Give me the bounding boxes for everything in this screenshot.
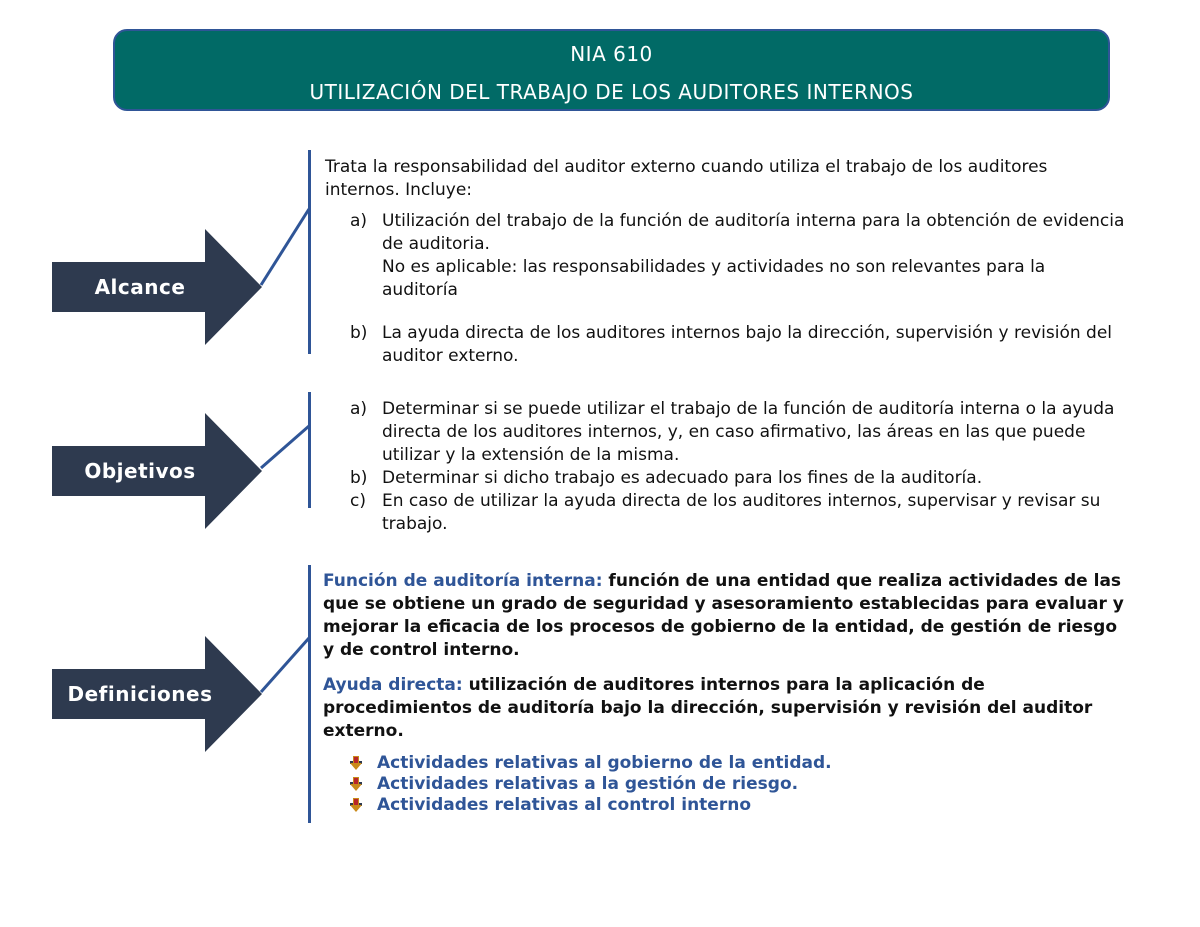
alcance-intro: Trata la responsabilidad del auditor externo cuando utiliza el trabajo de los auditores internos. Incluye: (325, 157, 1048, 200)
alcance-item-a (325, 210, 1125, 302)
objetivos-divider (308, 392, 311, 508)
objetivos-item-b (325, 467, 1135, 490)
definition-text: utilización de auditores internos para la aplicación de procedimientos de auditoría bajo la dirección, supervisión y revisión del auditor externo. (323, 675, 1093, 741)
arrow-down-bullet-icon (350, 797, 362, 818)
definition-funcion-auditoria (323, 570, 1128, 662)
objetivos-item-a (325, 398, 1135, 467)
arrow-down-bullet-icon (350, 755, 362, 776)
objetivos-item-a-text: Determinar si se puede utilizar el trabajo de la función de auditoría interna o la ayuda directa de los auditores internos, y, en caso afirmativo, las áreas en las que puede utilizar y la extensión de la misma. (382, 399, 1115, 465)
alcance-item-a-note: No es aplicable: las responsabilidades y actividades no son relevantes para la auditoría (382, 257, 1046, 300)
alcance-item-b-text: La ayuda directa de los auditores internos bajo la dirección, supervisión y revisión del auditor externo. (382, 323, 1113, 366)
alcance-item-a-marker: a) (350, 211, 368, 231)
alcance-item-b (325, 322, 1125, 368)
objetivos-item-c (325, 490, 1135, 536)
alcance-arrow (52, 229, 264, 345)
alcance-item-a-text: Utilización del trabajo de la función de auditoría interna para la obtención de evidencia de auditoria. (382, 211, 1125, 254)
activity-text: Actividades relativas al control interno (377, 795, 751, 815)
alcance-divider (308, 150, 311, 354)
list-item (323, 774, 1128, 795)
definition-term: Función de auditoría interna: (323, 571, 603, 591)
objetivos-content (325, 398, 1135, 534)
objetivos-item-b-text: Determinar si dicho trabajo es adecuado para los fines de la auditoría. (382, 468, 983, 488)
objetivos-item-c-text: En caso de utilizar la ayuda directa de los auditores internos, supervisar y revisar su trabajo. (382, 491, 1101, 534)
objetivos-item-b-marker: b) (350, 468, 368, 488)
arrow-down-bullet-icon (350, 776, 362, 797)
objetivos-arrow (52, 413, 264, 529)
activity-text: Actividades relativas al gobierno de la entidad. (377, 753, 832, 773)
definiciones-arrow (52, 636, 264, 752)
definiciones-divider (308, 565, 311, 823)
activity-text: Actividades relativas a la gestión de riesgo. (377, 774, 799, 794)
definiciones-connector (258, 633, 314, 697)
definiciones-content (323, 570, 1128, 820)
list-item (323, 795, 1128, 816)
title-text: UTILIZACIÓN DEL TRABAJO DE LOS AUDITORES INTERNOS (309, 80, 914, 104)
definiciones-label: Definiciones (67, 682, 213, 706)
objetivos-connector (258, 421, 314, 473)
objetivos-item-c-marker: c) (350, 491, 366, 511)
list-item (323, 753, 1128, 774)
alcance-item-b-marker: b) (350, 323, 368, 343)
title-code: NIA 610 (570, 42, 653, 66)
definition-text: función de una entidad que realiza actividades de las que se obtiene un grado de seguridad y asesoramiento establecidas para evaluar y mejorar la eficacia de los procesos de gobierno de la entidad, de gestión de riesgo y de control interno. (323, 571, 1124, 660)
definition-term: Ayuda directa: (323, 675, 463, 695)
title-banner (113, 29, 1110, 111)
activities-list (323, 753, 1128, 816)
objetivos-label: Objetivos (84, 459, 196, 483)
objetivos-item-a-marker: a) (350, 399, 368, 419)
alcance-label: Alcance (94, 275, 186, 299)
alcance-content (325, 156, 1125, 366)
alcance-connector (258, 205, 314, 290)
definition-ayuda-directa (323, 674, 1128, 743)
